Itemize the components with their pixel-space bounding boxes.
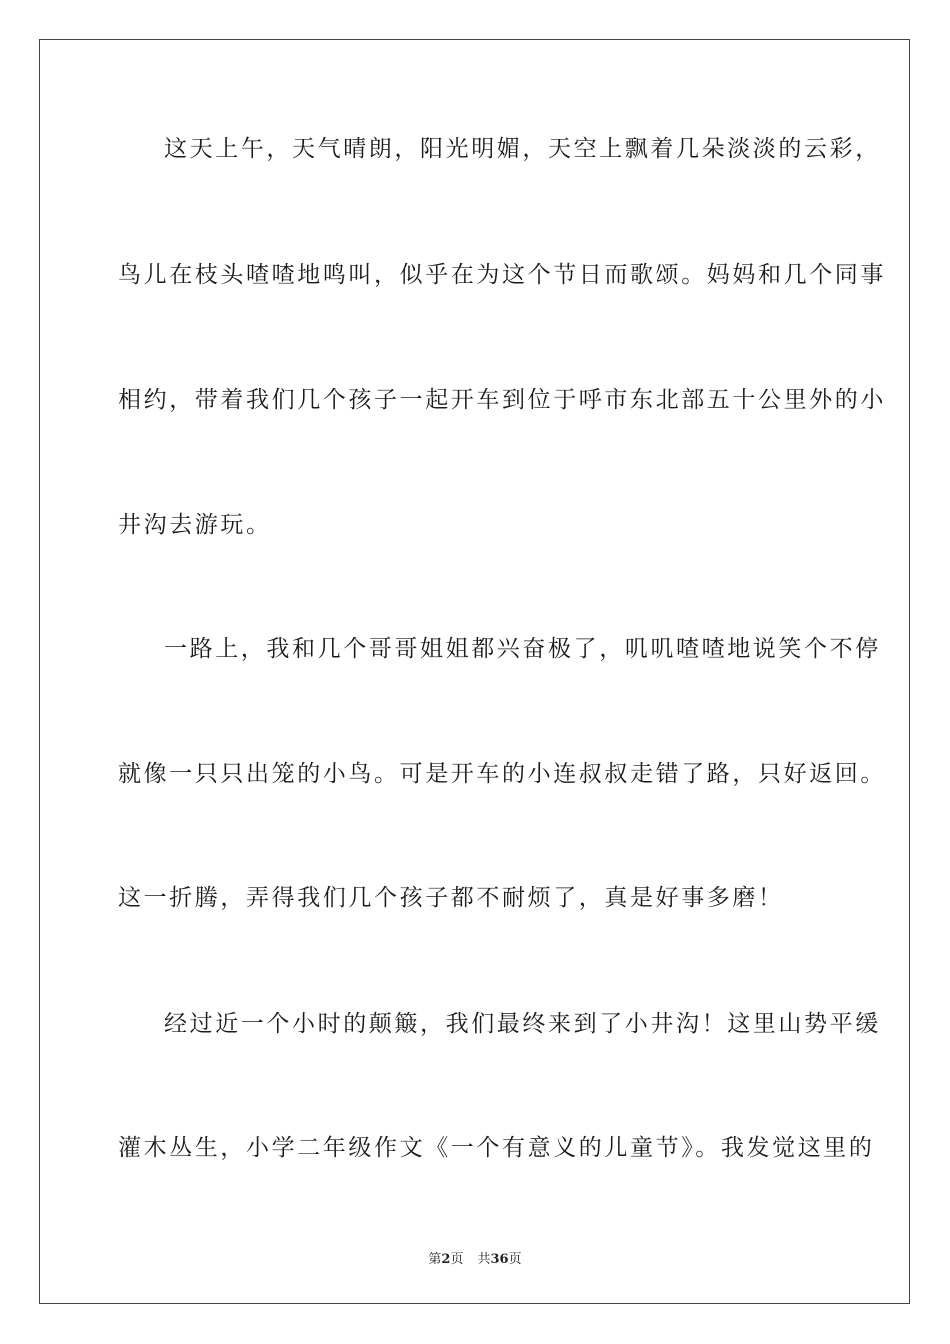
page-footer	[0, 1248, 950, 1267]
paragraph-1-line-2: 鸟儿在枝头喳喳地鸣叫，似乎在为这个节日而歌颂。妈妈和几个同事	[118, 262, 886, 288]
page-border	[39, 39, 910, 1304]
total-prefix: 共	[477, 1252, 491, 1267]
page-prefix: 第	[428, 1252, 442, 1267]
paragraph-2-line-2: 就像一只只出笼的小鸟。可是开车的小连叔叔走错了路，只好返回。	[118, 761, 886, 787]
paragraph-1-line-1: 这天上午，天气晴朗，阳光明媚，天空上飘着几朵淡淡的云彩，	[164, 136, 881, 162]
paragraph-3-line-2: 灌木丛生，小学二年级作文《一个有意义的儿童节》。我发觉这里的	[118, 1135, 875, 1161]
paragraph-2-line-3: 这一折腾，弄得我们几个孩子都不耐烦了，真是好事多磨！	[118, 885, 784, 911]
page-suffix: 页	[450, 1252, 464, 1267]
paragraph-1-line-4: 井沟去游玩。	[118, 512, 272, 538]
current-page-number: 2	[441, 1252, 451, 1267]
total-suffix: 页	[508, 1252, 522, 1267]
paragraph-3-line-1: 经过近一个小时的颠簸，我们最终来到了小井沟！这里山势平缓	[164, 1011, 881, 1037]
paragraph-2-line-1: 一路上，我和几个哥哥姐姐都兴奋极了，叽叽喳喳地说笑个不停	[164, 636, 881, 662]
paragraph-1-line-3: 相约，带着我们几个孩子一起开车到位于呼市东北部五十公里外的小	[118, 387, 886, 413]
total-page-count: 36	[490, 1252, 509, 1267]
